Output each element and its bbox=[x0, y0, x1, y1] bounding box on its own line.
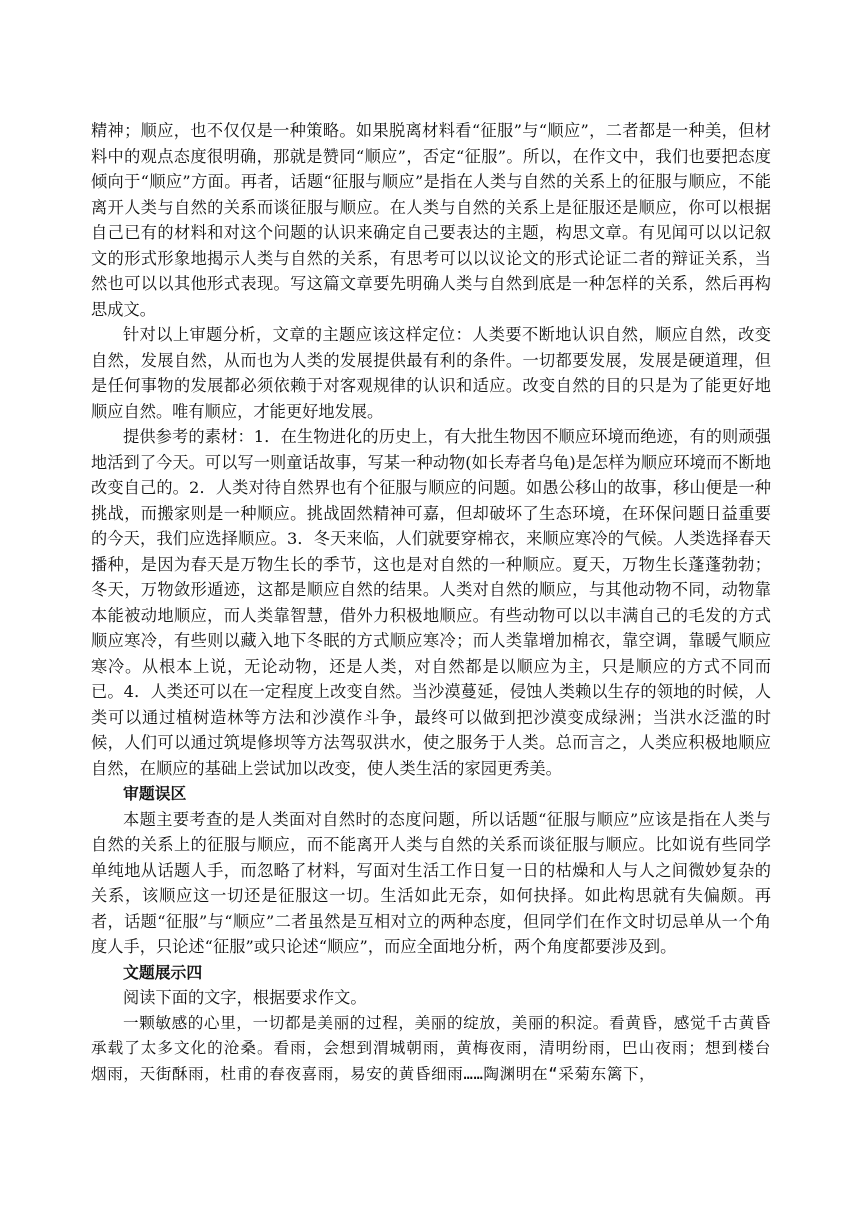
section-heading-prompt-four: 文题展示四 bbox=[123, 962, 203, 982]
paragraph-excerpt: 一颗敏感的心里，一切都是美丽的过程，美丽的绽放，美丽的积淀。看黄昏，感觉千古黄昏承载了太多文化的沧桑。看雨，会想到渭城朝雨，黄梅夜雨，清明纷雨，巴山夜雨；想到楼台烟雨，天街酥雨，杜甫的春夜喜雨，易安的黄昏细雨……陶渊明在“采菊东篱下， bbox=[91, 1013, 771, 1083]
paragraph-materials: 提供参考的素材：1．在生物进化的历史上，有大批生物因不顺应环境而绝迹，有的则顽强地活到了今天。可以写一则童话故事，写某一种动物(如长寿者乌龟)是怎样为顺应环境而不断地改变自己的。2．人类对待自然界也有个征服与顺应的问题。如愚公移山的故事，移山便是一种挑战，而搬家则是一种顺应。挑战固然精神可嘉，但却破坏了生态环境，在环保问题日益重要的今天，我们应选择顺应。3．冬天来临，人们就要穿棉衣，来顺应寒冷的气候。人类选择春天播种，是因为春天是万物生长的季节，这也是对自然的一种顺应。夏天，万物生长蓬蓬勃勃；冬天，万物敛形遁迹，这都是顺应自然的结果。人类对自然的顺应，与其他动物不同，动物靠本能被动地顺应，而人类靠智慧，借外力积极地顺应。有些动物可以以丰满自己的毛发的方式顺应寒冷，有些则以藏入地下冬眠的方式顺应寒冷；而人类靠增加棉衣，靠空调，靠暖气顺应寒冷。从根本上说，无论动物，还是人类，对自然都是以顺应为主，只是顺应的方式不同而已。4．人类还可以在一定程度上改变自然。当沙漠蔓延，侵蚀人类赖以生存的领地的时候，人类可以通过植树造林等方法和沙漠作斗争，最终可以做到把沙漠变成绿洲；当洪水泛滥的时候，人们可以通过筑堤修坝等方法驾驭洪水，使之服务于人类。总而言之，人类应积极地顺应自然，在顺应的基础上尝试加以改变，使人类生活的家园更秀美。 bbox=[91, 427, 771, 778]
paragraph-theme: 针对以上审题分析，文章的主题应该这样定位：人类要不断地认识自然，顺应自然，改变自然，发展自然，从而也为人类的发展提供最有利的条件。一切都要发展，发展是硬道理，但是任何事物的发展都必须依赖于对客观规律的认识和适应。改变自然的目的只是为了能更好地顺应自然。唯有顺应，才能更好地发展。 bbox=[91, 325, 771, 421]
paragraph-misreading: 本题主要考查的是人类面对自然时的态度问题，所以话题“征服与顺应”应该是指在人类与自然的关系上的征服与顺应，而不能离开人类与自然的关系而谈征服与顺应。比如说有些同学单纯地从话题人手，而忽略了材料，写面对生活工作日复一日的枯燥和人与人之间微妙复杂的关系，该顺应这一切还是征服这一切。生活如此无奈，如何抉择。如此构思就有失偏颇。再者，话题“征服”与“顺应”二者虽然是互相对立的两种态度，但同学们在作文时切忌单从一个角度人手，只论述“征服”或只论述“顺应”，而应全面地分析，两个角度都要涉及到。 bbox=[91, 809, 771, 956]
paragraph-continued: 精神；顺应，也不仅仅是一种策略。如果脱离材料看“征服”与“顺应”，二者都是一种美，但材料中的观点态度很明确，那就是赞同“顺应”，否定“征服”。所以，在作文中，我们也要把态度倾向于“顺应”方面。再者，话题“征服与顺应”是指在人类与自然的关系上的征服与顺应，不能离开人类与自然的关系而谈征服与顺应。在人类与自然的关系上是征服还是顺应，你可以根据自己已有的材料和对这个问题的认识来确定自己要表达的主题，构思文章。有见闻可以以记叙文的形式形象地揭示人类与自然的关系，有思考可以以议论文的形式论证二者的辩证关系，当然也可以以其他形式表现。写这篇文章要先明确人类与自然到底是一种怎样的关系，然后再构思成文。 bbox=[91, 121, 771, 319]
paragraph-instruction: 阅读下面的文字，根据要求作文。 bbox=[123, 988, 367, 1007]
document-body bbox=[91, 118, 771, 1087]
section-heading-misreading: 审题误区 bbox=[123, 784, 187, 803]
